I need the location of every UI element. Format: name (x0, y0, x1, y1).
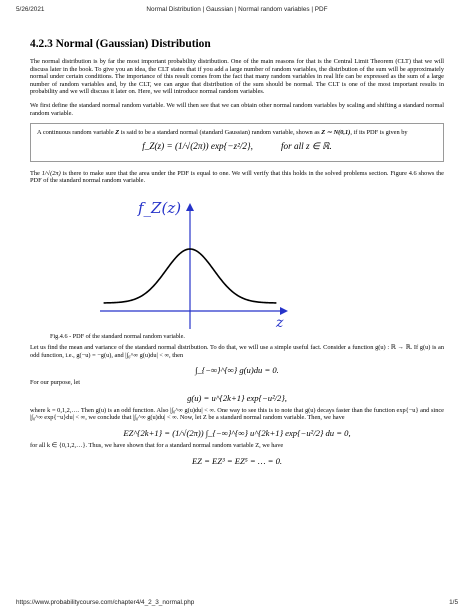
intro-paragraph: The normal distribution is by far the most important probability distribution. One of the main reasons for that is the Central Limit Theorem (CLT) that we will discuss later in the book. To give you an idea, the CLT states that if you add a large number of random variables, the distribution of the sum will be approximately normal under certain conditions. The importance of this result comes from the fact that many random variables in real life can be expressed as the sum of a large number of random variables and, by the CLT, we can argue that distribution of the sum should be normal. The CLT is one of the most important results in probability and we will discuss it later on. Here, we will introduce normal random variables. (30, 58, 444, 96)
pdf-plot (90, 191, 300, 331)
pdf-figure (90, 191, 300, 331)
y-axis-label: f_Z(z) (138, 198, 182, 217)
odd-integral-equation: ∫_{−∞}^{∞} g(u)du = 0. (195, 365, 279, 376)
conclusion-paragraph: for all k ∈ {0,1,2,…}. Thus, we have shown that for a standard normal random variable Z, we have (30, 441, 284, 449)
normalization-fraction: 1/√(2π) (41, 169, 61, 177)
odd-moments-zero-equation: EZ = EZ³ = EZ⁵ = … = 0. (191, 455, 283, 466)
page-footer (16, 599, 458, 609)
figure-caption: Fig.4.6 - PDF of the standard normal random variable. (50, 332, 185, 340)
pdf-equation: f_Z(z) = (1/√(2π)) exp{−z²/2}, for all z ∈ ℝ. (142, 140, 332, 151)
x-axis-arrow (280, 307, 288, 315)
header-title: Normal Distribution | Gaussian | Normal random variables | PDF (146, 6, 328, 13)
header-date: 5/26/2021 (16, 6, 45, 13)
mean-variance-paragraph: Let us find the mean and variance of the standard normal distribution. To do that, we will use a simple useful fact. Consider a function g(u) : ℝ → ℝ. If g(u) is an odd function, i.e., g(−u) = −g(u), and |∫₀^∞ g(u)du| < ∞, then (30, 343, 444, 359)
main-content (30, 38, 444, 470)
definition-intro-paragraph: We first define the standard normal random variable. We will then see that we can obtain other normal random variables by scaling and shifting a standard normal random variable. (30, 101, 444, 117)
distribution-notation: Z ∼ N(0,1) (321, 129, 351, 137)
var-z: Z (115, 129, 120, 137)
y-axis-arrow (186, 203, 194, 211)
odd-moment-equation: EZ^{2k+1} = (1/√(2π)) ∫_{−∞}^{∞} u^{2k+1} exp{−u²/2} du = 0, (123, 427, 351, 438)
page-header (16, 6, 458, 16)
definition-box (30, 123, 444, 162)
g-definition-equation: g(u) = u^{2k+1} exp{−u²/2}, (187, 392, 287, 403)
footer-url: https://www.probabilitycourse.com/chapter4/4_2_3_normal.php (16, 599, 195, 606)
purpose-paragraph: For our purpose, let (30, 379, 81, 387)
x-axis-label: z (276, 314, 284, 331)
definition-text: A continuous random variable Z is said to be a standard normal (standard Gaussian) random variable, shown as Z ∼ N(0,1), if its PDF is given by (37, 129, 408, 137)
normalization-paragraph: The 1/√(2π) is there to make sure that the area under the PDF is equal to one. We will verify that this holds in the solved problems section. Figure 4.6 shows the PDF of the standard normal random variable. (30, 169, 444, 185)
odd-function-paragraph: where k = 0,1,2,…. Then g(u) is an odd function. Also |∫₀^∞ g(u)du| < ∞. One way to see this is to note that g(u) decays faster than the function exp{−u} and since |∫₀^∞ exp{−u}du| < ∞, we conclude that |∫₀^∞ g(u)du| < ∞. Now, let Z be a standard normal random variable. Then, we have (30, 406, 444, 422)
section-title: 4.2.3 Normal (Gaussian) Distribution (30, 38, 211, 50)
footer-page-number: 1/5 (449, 599, 458, 606)
